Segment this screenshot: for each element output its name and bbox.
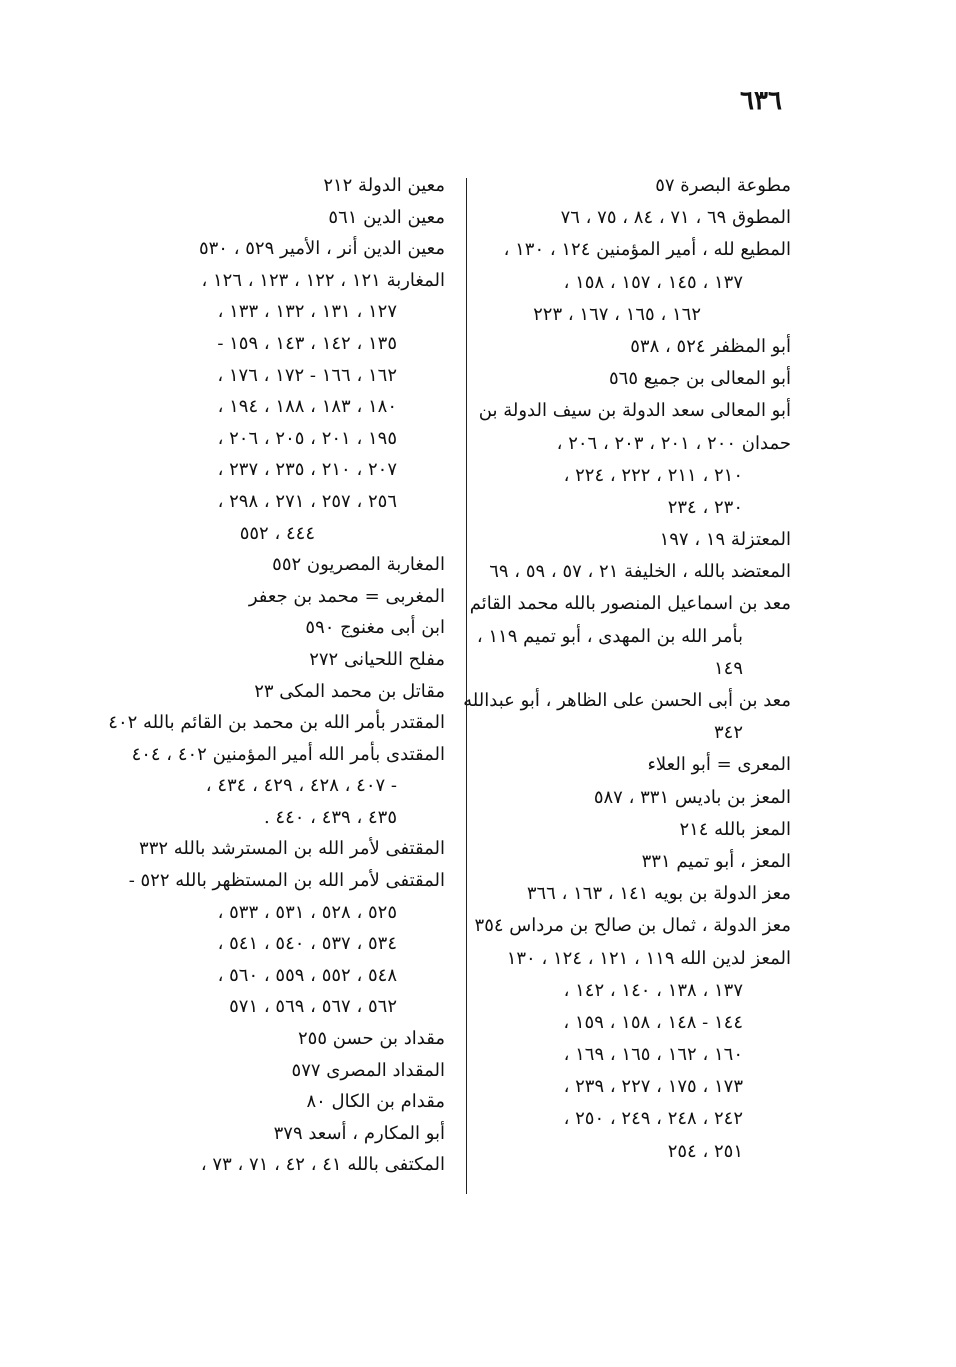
index-entry: المعرى = أبو العلاء: [647, 754, 791, 776]
index-entry: مفلح اللحيانى ٢٧٢: [309, 648, 445, 670]
index-continuation-line: ١٨٠ ، ١٨٣ ، ١٨٨ ، ١٩٤ ،: [217, 396, 397, 418]
index-entry: حمدان ٢٠٠ ، ٢٠١ ، ٢٠٣ ، ٢٠٦ ،: [556, 432, 791, 454]
index-continuation-line: ١٣٧ ، ١٣٨ ، ١٤٠ ، ١٤٢ ،: [563, 979, 743, 1001]
index-entry: ابن أبى مغنوج ٥٩٠: [305, 617, 445, 639]
index-entry: المعز بالله ٢١٤: [679, 818, 791, 840]
index-continuation-line: ٢٤٢ ، ٢٤٨ ، ٢٤٩ ، ٢٥٠ ،: [563, 1108, 743, 1130]
index-entry: المطوق ٦٩ ، ٧١ ، ٨٤ ، ٧٥ ، ٧٦: [560, 207, 791, 229]
index-entry: المعتزلة ١٩ ، ١٩٧: [659, 529, 791, 551]
index-continuation-line: ٥٢٥ ، ٥٢٨ ، ٥٣١ ، ٥٣٣ ،: [217, 901, 397, 923]
index-entry: معد بن أبى الحسن على الظاهر ، أبو عبدالله: [463, 690, 791, 711]
index-entry: المقتدر بأمر الله بن محمد بن القائم بالله ٤٠٢: [108, 712, 445, 734]
index-continuation-line: ٥٦٢ ، ٥٦٧ ، ٥٦٩ ، ٥٧١: [229, 996, 397, 1018]
index-entry: معين الدولة ٢١٢: [323, 175, 445, 196]
index-entry: المغربى = محمد بن جعفر: [248, 585, 445, 607]
index-entry: مقدام بن الكال ٨٠: [306, 1091, 445, 1113]
index-continuation-line: ١٦٠ ، ١٦٢ ، ١٦٥ ، ١٦٩ ،: [563, 1044, 743, 1066]
index-entry: المقتدى بأمر الله أمير المؤمنين ٤٠٢ ، ٤٠٤: [131, 743, 445, 765]
index-continuation-line: ٢١٠ ، ٢١١ ، ٢٢٢ ، ٢٢٤ ،: [563, 464, 743, 486]
index-continuation-line: ١٣٧ ، ١٤٥ ، ١٥٧ ، ١٥٨ ،: [563, 271, 743, 293]
index-continuation-line: ١٣٥ ، ١٤٢ ، ١٤٣ ، ١٥٩ -: [217, 332, 397, 354]
index-entry: معد بن اسماعيل المنصور بالله محمد القائم: [469, 593, 791, 615]
index-entry: أبو المعالى بن جميع ٥٦٥: [608, 368, 791, 390]
index-entry: أبو المعالى سعد الدولة بن سيف الدولة بن: [478, 400, 791, 422]
index-entry: معين الدين ٥٦١: [328, 206, 445, 228]
index-entry: المقتفى لأمر الله بن المستظهر بالله ٥٢٢ -: [128, 870, 445, 892]
index-entry: المكتفى بالله ٤١ ، ٤٢ ، ٧١ ، ٧٣ ،: [200, 1154, 445, 1176]
index-continuation-line: ٤٣٥ ، ٤٣٩ ، ٤٤٠ .: [263, 806, 397, 828]
index-entry: المغاربة المصريون ٥٥٢: [272, 554, 445, 576]
index-continuation-line: - ٤٠٧ ، ٤٢٨ ، ٤٢٩ ، ٤٣٤ ،: [205, 775, 397, 797]
index-entry: المعز ، أبو تميم ٣٣١: [641, 850, 791, 872]
index-entry: المعز بن باديس ٣٣١ ، ٥٨٧: [593, 786, 791, 808]
index-continuation-line: ٢٥٦ ، ٢٥٧ ، ٢٧١ ، ٢٩٨ ،: [217, 490, 397, 512]
page-number: ٦٣٦: [740, 86, 782, 116]
index-entry: معز الدولة ، ثمال بن صالح بن مرداس ٣٥٤: [474, 915, 791, 937]
index-entry: مقاتل بن محمد المكى ٢٣: [254, 680, 445, 702]
index-continuation-line: ١٢٧ ، ١٣١ ، ١٣٢ ، ١٣٣ ،: [217, 301, 397, 323]
index-continuation-line: ٣٤٢: [713, 722, 743, 744]
index-continuation-line: ١٧٣ ، ١٧٥ ، ٢٢٧ ، ٢٣٩ ،: [563, 1076, 743, 1098]
index-entry: مقداد بن حسن ٢٥٥: [298, 1028, 445, 1050]
index-column-left: [108, 170, 445, 1181]
index-entry: المغاربة ١٢١ ، ١٢٢ ، ١٢٣ ، ١٢٦ ،: [201, 269, 445, 291]
index-continuation-line: ٢٥١ ، ٢٥٤: [667, 1140, 743, 1162]
index-continuation-line: ١٩٥ ، ٢٠١ ، ٢٠٥ ، ٢٠٦ ،: [217, 427, 397, 449]
index-entry: أبو المظفر ٥٢٤ ، ٥٣٨: [630, 335, 791, 357]
index-continuation-line: ٥٣٤ ، ٥٣٧ ، ٥٤٠ ، ٥٤١ ،: [217, 933, 397, 955]
index-entry: المقتفى لأمر الله بن المسترشد بالله ٣٣٢: [139, 838, 445, 860]
index-entry: معز الدولة بن بويه ١٤١ ، ١٦٣ ، ٣٦٦: [526, 883, 791, 905]
index-entry: المطيع لله ، أمير المؤمنين ١٢٤ ، ١٣٠ ،: [503, 239, 791, 261]
index-entry: مطوعة البصرة ٥٧: [655, 175, 791, 196]
index-continuation-line: ٢٠٧ ، ٢١٠ ، ٢٣٥ ، ٢٣٧ ،: [217, 459, 397, 481]
index-continuation-line: ١٤٩: [713, 657, 743, 679]
index-entry: المعز لدين الله ١١٩ ، ١٢١ ، ١٢٤ ، ١٣٠: [506, 947, 791, 969]
index-entry: أبو المكارم ، أسعد ٣٧٩: [273, 1122, 445, 1144]
index-entry: المقداد المصرى ٥٧٧: [291, 1059, 445, 1081]
index-column-right: [463, 170, 791, 1168]
index-continuation-line: ٤٤٤ ، ٥٥٢: [239, 522, 315, 544]
index-entry: المعتضد بالله ، الخليفة ٢١ ، ٥٧ ، ٥٩ ، ٦٩: [489, 561, 791, 583]
index-continuation-line: ٢٣٠ ، ٢٣٤: [667, 496, 743, 518]
index-continuation-line: ١٤٤ - ١٤٨ ، ١٥٨ ، ١٥٩ ،: [563, 1011, 743, 1033]
index-continuation-line: ١٦٢ ، ١٦٥ ، ١٦٧ ، ٢٢٣: [533, 303, 701, 325]
column-divider: [466, 178, 467, 1194]
index-entry: معين الدين أنر ، الأمير ٥٢٩ ، ٥٣٠: [198, 238, 445, 260]
index-continuation-line: ٥٤٨ ، ٥٥٢ ، ٥٥٩ ، ٥٦٠ ،: [217, 964, 397, 986]
index-continuation-line: بأمر الله بن المهدى ، أبو تميم ١١٩ ،: [476, 625, 743, 647]
index-continuation-line: ١٦٢ ، ١٦٦ - ١٧٢ ، ١٧٦ ،: [217, 364, 397, 386]
